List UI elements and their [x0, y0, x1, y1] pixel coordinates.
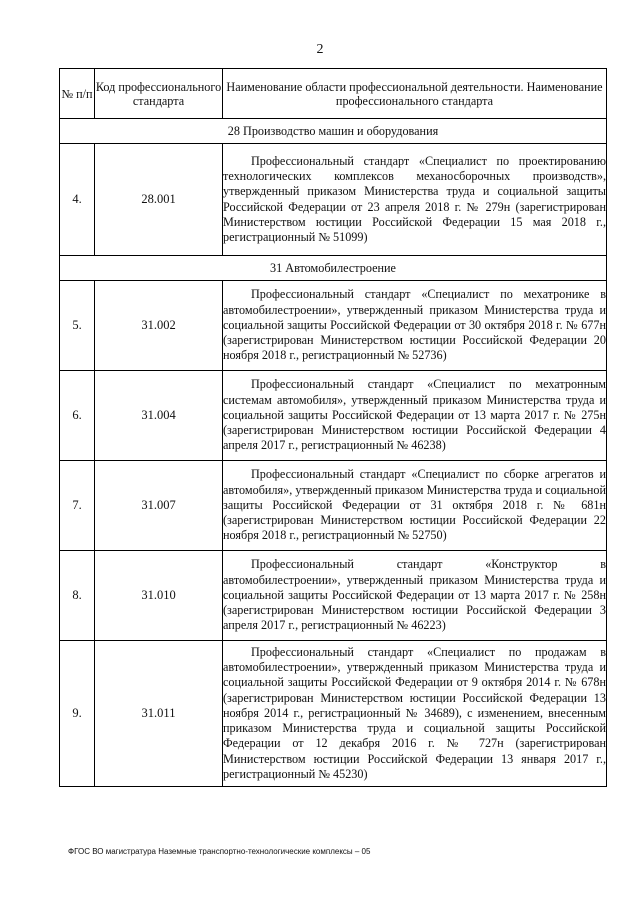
table-header-row	[60, 69, 607, 119]
row-number: 5.	[60, 281, 95, 371]
row-code: 31.007	[95, 461, 223, 551]
row-description: Профессиональный стандарт «Специалист по продажам в автомобилестроении», утвержденный приказом Министерства труда и социальной защиты Российской Федерации от 9 октября 2014 г. № 678н (зарегистрирован Министерством юстиции Российской Федерации 13 ноября 2014 г., регистрационный № 34689), с изменением, внесенным приказом Министерства труда и социальной защиты Российской Федерации от 12 декабря 2016 г. № 727н (зарегистрирован Министерством юстиции Российской Федерации 13 января 2017 г., регистрационный № 45230)	[223, 641, 607, 787]
row-description: Профессиональный стандарт «Специалист по сборке агрегатов и автомобиля», утвержденный приказом Министерства труда и социальной защиты Российской Федерации от 31 октября 2018 г. № 681н (зарегистрирован Министерством юстиции Российской Федерации 22 ноября 2018 г., регистрационный № 52750)	[223, 461, 607, 551]
row-number: 6.	[60, 371, 95, 461]
row-description: Профессиональный стандарт «Конструктор в автомобилестроении», утвержденный приказом Министерства труда и социальной защиты Российской Федерации от 13 марта 2017 г. № 258н (зарегистрирован Министерством юстиции Российской Федерации 3 апреля 2017 г., регистрационный № 46223)	[223, 551, 607, 641]
table-row	[60, 144, 607, 256]
table-row	[60, 641, 607, 787]
row-code: 31.011	[95, 641, 223, 787]
section-title: 28 Производство машин и оборудования	[60, 119, 607, 144]
header-name: Наименование области профессиональной деятельности. Наименование профессионального стандарта	[223, 69, 607, 119]
row-number: 7.	[60, 461, 95, 551]
section-row	[60, 256, 607, 281]
table-row	[60, 371, 607, 461]
professional-standards-table	[59, 68, 607, 787]
page-footer: ФГОС ВО магистратура Наземные транспортно-технологические комплексы – 05	[68, 847, 371, 856]
table-row	[60, 461, 607, 551]
row-number: 8.	[60, 551, 95, 641]
header-code: Код профессионального стандарта	[95, 69, 223, 119]
row-number: 9.	[60, 641, 95, 787]
row-code: 31.002	[95, 281, 223, 371]
row-code: 31.004	[95, 371, 223, 461]
row-code: 31.010	[95, 551, 223, 641]
table-row	[60, 551, 607, 641]
row-description: Профессиональный стандарт «Специалист по мехатронным системам автомобиля», утвержденный приказом Министерства труда и социальной защиты Российской Федерации от 13 марта 2017 г. № 275н (зарегистрирован Министерством юстиции Российской Федерации 4 апреля 2017 г., регистрационный № 46238)	[223, 371, 607, 461]
page-number: 2	[316, 42, 324, 57]
table-row	[60, 281, 607, 371]
row-description: Профессиональный стандарт «Специалист по проектированию технологических комплексов механосборочных производств», утвержденный приказом Министерства труда и социальной защиты Российской Федерации от 23 апреля 2018 г. № 279н (зарегистрирован Министерством юстиции Российской Федерации 15 мая 2018 г., регистрационный № 51099)	[223, 144, 607, 256]
section-row	[60, 119, 607, 144]
row-number: 4.	[60, 144, 95, 256]
section-title: 31 Автомобилестроение	[60, 256, 607, 281]
header-num: № п/п	[60, 69, 95, 119]
row-description: Профессиональный стандарт «Специалист по мехатронике в автомобилестроении», утвержденный приказом Министерства труда и социальной защиты Российской Федерации от 30 октября 2018 г. № 677н (зарегистрирован Министерством юстиции Российской Федерации 20 ноября 2018 г., регистрационный № 52736)	[223, 281, 607, 371]
row-code: 28.001	[95, 144, 223, 256]
